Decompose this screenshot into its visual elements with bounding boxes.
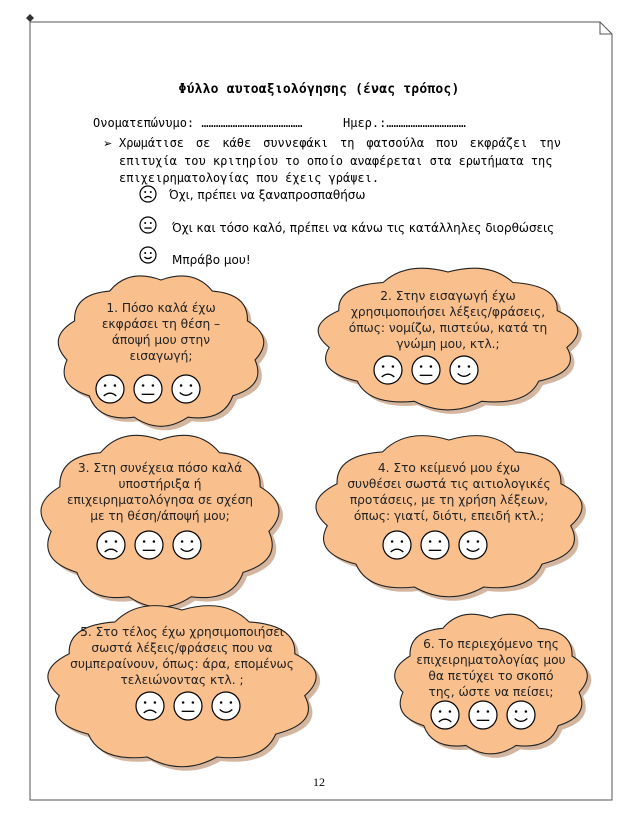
- sad-face-icon[interactable]: [135, 691, 165, 725]
- question-line: εκφράσει τη θέση –: [101, 317, 221, 331]
- instructions-text: [119, 135, 561, 188]
- neutral-face-icon[interactable]: [133, 374, 163, 408]
- sad-face-icon[interactable]: [373, 355, 403, 389]
- question-line: υποστήριξα ή: [118, 477, 202, 491]
- question-text-6: [397, 636, 585, 700]
- question-text-3: [56, 460, 264, 524]
- happy-face-icon[interactable]: [449, 355, 479, 389]
- question-text-2: [328, 288, 568, 352]
- neutral-face-icon[interactable]: [134, 530, 164, 564]
- question-line: 1. Πόσο καλά έχω: [106, 301, 216, 315]
- neutral-face-icon[interactable]: [420, 530, 450, 564]
- question-line: σωστά λέξεις/φράσεις που να: [91, 641, 273, 655]
- happy-face-icon[interactable]: [171, 374, 201, 408]
- question-line: συνθέσει σωστά τις αιτιολογικές: [347, 477, 551, 491]
- arrow-bullet-icon: ➢: [103, 137, 113, 150]
- rating-faces-4: [382, 530, 488, 564]
- sad-face-icon[interactable]: [430, 700, 460, 734]
- question-line: της, ώστε να πείσει;: [428, 685, 554, 699]
- question-line: 5. Στο τέλος έχω χρησιμοποιήσει: [80, 625, 284, 639]
- date-field-label: Ημερ.:……………………………: [343, 116, 466, 130]
- question-line: επιχειρηματολόγησα σε σχέση: [66, 493, 254, 507]
- rating-faces-1: [95, 374, 201, 408]
- instructions-line-1: Χρωμάτισε σε κάθε συννεφάκι τη φατσούλα που εκφράζει την επιτυχία: [119, 136, 561, 168]
- instructions-line-2: του κριτηρίου το οποίο αναφέρεται στα ερωτήματα της: [184, 153, 553, 168]
- question-line: τελειώνοντας κτλ. ;: [120, 673, 244, 687]
- question-line: επιχειρηματολογίας μου: [416, 653, 566, 667]
- question-text-4: [326, 460, 572, 524]
- question-line: γνώμη μου, κτλ.;: [396, 337, 500, 351]
- instructions-line-3: επιχειρηματολογίας που έχεις γράψει.: [119, 171, 380, 185]
- question-text-1: [76, 300, 246, 364]
- question-line: όπως: γιατί, διότι, επειδή κτλ.;: [353, 509, 545, 523]
- neutral-face-icon[interactable]: [468, 700, 498, 734]
- page-title: Φύλλο αυτοαξιολόγησης (ένας τρόπος): [178, 82, 460, 97]
- neutral-face-icon[interactable]: [411, 355, 441, 389]
- legend-text-sad: Όχι, πρέπει να ξαναπροσπαθήσω: [169, 188, 366, 202]
- rating-faces-3: [96, 530, 202, 564]
- happy-face-icon[interactable]: [506, 700, 536, 734]
- question-line: με τη θέση/άποψή μου;: [90, 509, 230, 523]
- happy-face-icon[interactable]: [211, 691, 241, 725]
- rating-faces-2: [373, 355, 479, 389]
- question-line: χρησιμοποιήσει λέξεις/φράσεις,: [350, 305, 546, 319]
- legend-text-neutral: Όχι και τόσο καλό, πρέπει να κάνω τις κατάλληλες διορθώσεις: [172, 221, 555, 235]
- question-line: 2. Στην εισαγωγή έχω: [380, 289, 516, 303]
- question-line: εισαγωγή;: [129, 349, 193, 363]
- happy-face-icon[interactable]: [172, 530, 202, 564]
- sad-face-icon: [139, 185, 157, 207]
- sad-face-icon[interactable]: [96, 530, 126, 564]
- name-field-label: Ονοματεπώνυμο: ……………………………………: [93, 116, 303, 130]
- question-line: όπως: νομίζω, πιστεύω, κατά τη: [348, 321, 548, 335]
- rating-faces-6: [430, 700, 536, 734]
- sad-face-icon[interactable]: [95, 374, 125, 408]
- legend-text-happy: Μπράβο μου!: [172, 253, 251, 267]
- happy-face-icon: [139, 246, 157, 268]
- question-line: 6. Το περιεχόμενο της: [423, 637, 559, 651]
- question-line: θα πετύχει το σκοπό: [428, 669, 554, 683]
- question-line: συμπεραίνουν, όπως: άρα, επομένως: [70, 657, 294, 671]
- question-line: 3. Στη συνέχεια πόσο καλά: [77, 461, 243, 475]
- question-text-5: [60, 624, 304, 688]
- question-line: 4. Στο κείμενό μου έχω: [377, 461, 521, 475]
- question-line: προτάσεις, με τη χρήση λέξεων,: [349, 493, 549, 507]
- happy-face-icon[interactable]: [458, 530, 488, 564]
- question-line: άποψή μου στην: [111, 333, 211, 347]
- page-number: 12: [313, 775, 325, 789]
- neutral-face-icon[interactable]: [173, 691, 203, 725]
- rating-faces-5: [135, 691, 241, 725]
- sad-face-icon[interactable]: [382, 530, 412, 564]
- neutral-face-icon: [139, 216, 157, 238]
